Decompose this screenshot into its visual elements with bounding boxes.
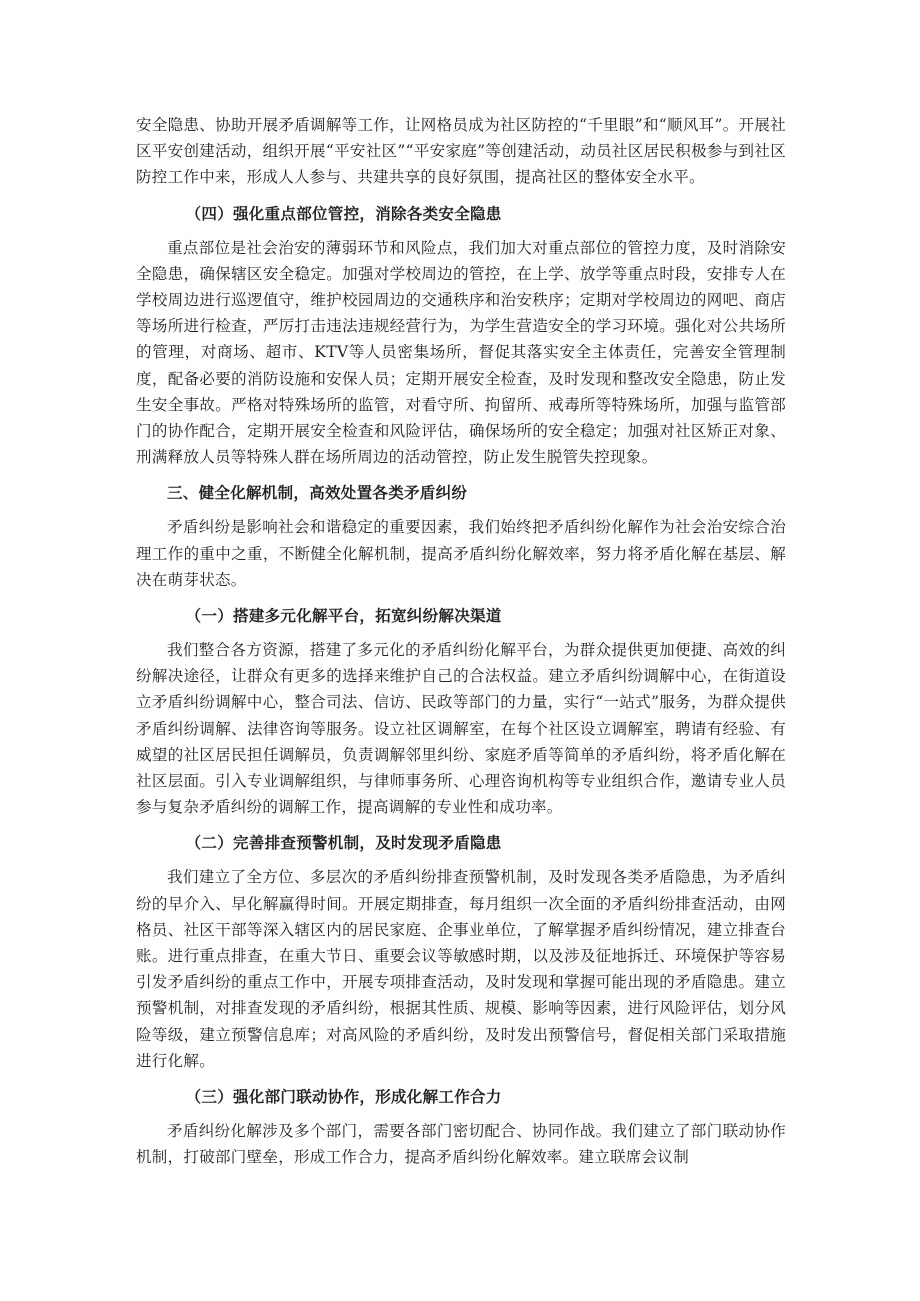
chapter-heading-3: 三、健全化解机制，高效处置各类矛盾纠纷: [167, 484, 468, 503]
paragraph-coordination: 矛盾纠纷化解涉及多个部门，需要各部门密切配合、协同作战。我们建立了部门联动协作机制，打破部门壁垒，形成工作合力，提高矛盾纠纷化解效率。建立联席会议制: [136, 1122, 786, 1167]
section-heading-3: （三）强化部门联动协作，形成化解工作合力: [185, 1088, 502, 1107]
section-heading-4: （四）强化重点部位管控，消除各类安全隐患: [185, 204, 502, 223]
paragraph-key-areas: 重点部位是社会治安的薄弱环节和风险点，我们加大对重点部位的管控力度，及时消除安全隐患，确保辖区安全稳定。加强对学校周边的管控，在上学、放学等重点时段，安排专人在学校周边进行巡逻值守，维护校园周边的交通秩序和治安秩序；定期对学校周边的网吧、商店等场所进行检查，严厉打击违法违规经营行为，为学生营造安全的学习环境。强化对公共场所的管理，对商场、超市、KTV等人员密集场所，督促其落实安全主体责任，完善安全管理制度，配备必要的消防设施和安保人员；定期开展安全检查，及时发现和整改安全隐患，防止发生安全事故。严格对特殊场所的监管，对看守所、拘留所、戒毒所等特殊场所，加强与监管部门的协作配合，定期开展安全检查和风险评估，确保场所的安全稳定；加强对社区矫正对象、刑满释放人员等特殊人群在场所周边的活动管控，防止发生脱管失控现象。: [136, 238, 786, 467]
paragraph-early-warning: 我们建立了全方位、多层次的矛盾纠纷排查预警机制，及时发现各类矛盾隐患，为矛盾纠纷的早介入、早化解赢得时间。开展定期排查，每月组织一次全面的矛盾纠纷排查活动，由网格员、社区干部等深入辖区内的居民家庭、企事业单位，了解掌握矛盾纠纷情况，建立排查台账。进行重点排查，在重大节日、重要会议等敏感时期，以及涉及征地拆迁、环境保护等容易引发矛盾纠纷的重点工作中，开展专项排查活动，及时发现和掌握可能出现的矛盾隐患。建立预警机制，对排查发现的矛盾纠纷，根据其性质、规模、影响等因素，进行风险评估，划分风险等级，建立预警信息库；对高风险的矛盾纠纷，及时发出预警信号，督促相关部门采取措施进行化解。: [136, 868, 786, 1070]
section-heading-2: （二）完善排查预警机制，及时发现矛盾隐患: [185, 834, 502, 853]
paragraph-disputes-intro: 矛盾纠纷是影响社会和谐稳定的重要因素，我们始终把矛盾纠纷化解作为社会治安综合治理工作的重中之重，不断健全化解机制，提高矛盾纠纷化解效率，努力将矛盾化解在基层、解决在萌芽状态。: [136, 518, 786, 589]
paragraph-platform: 我们整合各方资源，搭建了多元化的矛盾纠纷化解平台，为群众提供更加便捷、高效的纠纷解决途径，让群众有更多的选择来维护自己的合法权益。建立矛盾纠纷调解中心，在街道设立矛盾纠纷调解中心，整合司法、信访、民政等部门的力量，实行“一站式”服务，为群众提供矛盾纠纷调解、法律咨询等服务。设立社区调解室，在每个社区设立调解室，聘请有经验、有威望的社区居民担任调解员，负责调解邻里纠纷、家庭矛盾等简单的矛盾纠纷，将矛盾化解在社区层面。引入专业调解组织，与律师事务所、心理咨询机构等专业组织合作，邀请专业人员参与复杂矛盾纠纷的调解工作，提高调解的专业性和成功率。: [136, 641, 786, 817]
paragraph-continuation: 安全隐患、协助开展矛盾调解等工作，让网格员成为社区防控的“千里眼”和“顺风耳”。开展社区平安创建活动，组织开展“平安社区”“平安家庭”等创建活动，动员社区居民积极参与到社区防控工作中来，形成人人参与、共建共享的良好氛围，提高社区的整体安全水平。: [136, 116, 786, 187]
document-page: [136, 112, 786, 1171]
section-heading-1: （一）搭建多元化解平台，拓宽纠纷解决渠道: [185, 607, 502, 626]
